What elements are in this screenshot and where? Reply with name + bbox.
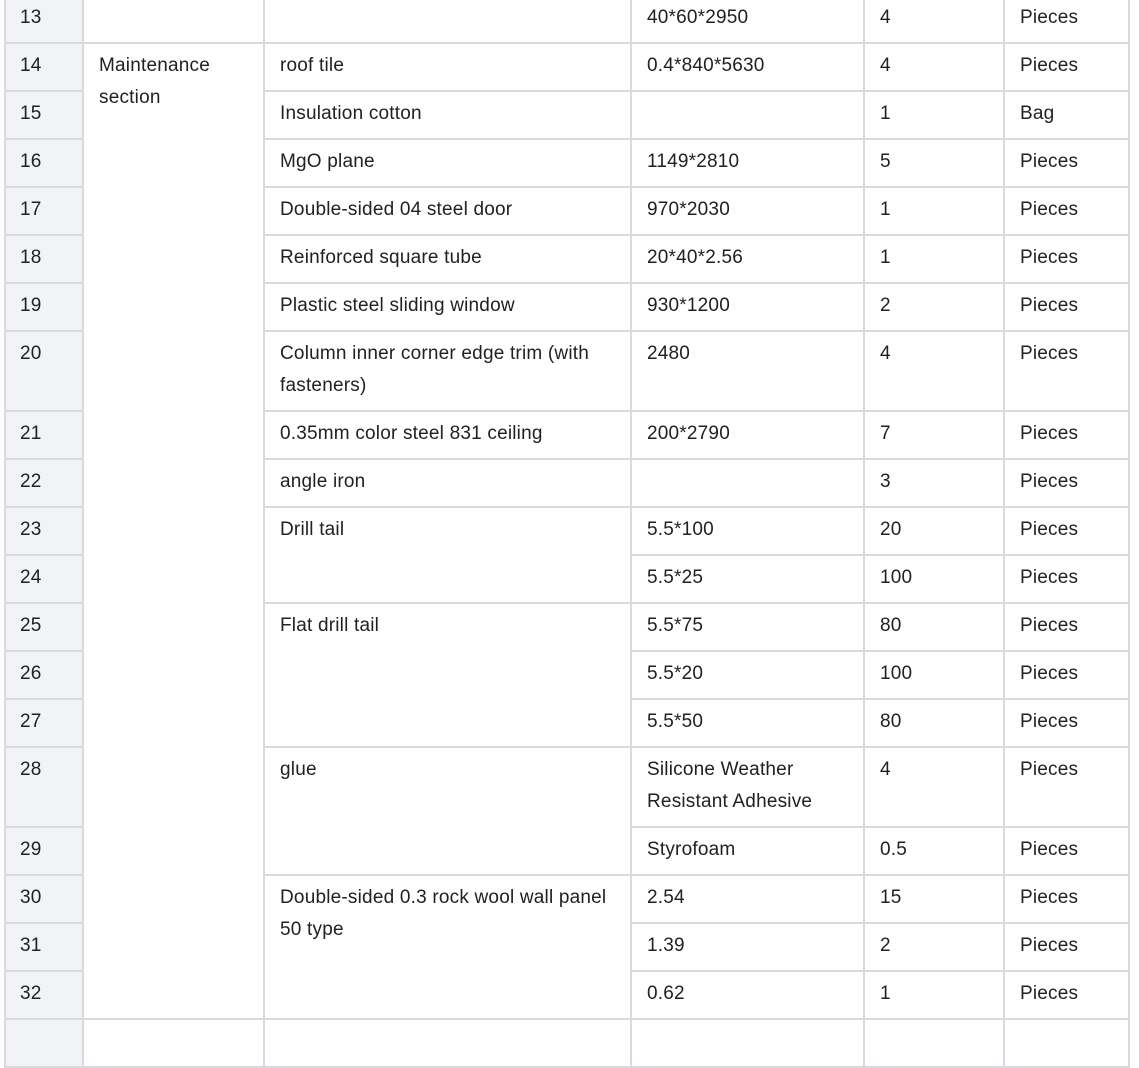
spec-cell: 20*40*2.56 <box>631 235 864 283</box>
row-number: 25 <box>5 603 83 651</box>
quantity-cell: 1 <box>864 235 1004 283</box>
item-name-cell: 0.35mm color steel 831 ceiling <box>264 411 631 459</box>
quantity-cell: 4 <box>864 747 1004 827</box>
row-number: 26 <box>5 651 83 699</box>
unit-cell: Pieces <box>1004 507 1129 555</box>
row-number: 19 <box>5 283 83 331</box>
unit-cell <box>1004 1019 1129 1067</box>
spec-cell: Silicone Weather Resistant Adhesive <box>631 747 864 827</box>
spec-cell: 1149*2810 <box>631 139 864 187</box>
spec-cell: 2.54 <box>631 875 864 923</box>
item-name-cell: angle iron <box>264 459 631 507</box>
spec-cell: 40*60*2950 <box>631 0 864 43</box>
unit-cell: Pieces <box>1004 139 1129 187</box>
quantity-cell: 5 <box>864 139 1004 187</box>
quantity-cell: 4 <box>864 331 1004 411</box>
materials-table <box>4 0 1130 1068</box>
row-number: 16 <box>5 139 83 187</box>
row-number: 20 <box>5 331 83 411</box>
unit-cell: Pieces <box>1004 603 1129 651</box>
row-number: 28 <box>5 747 83 827</box>
spec-cell: 2480 <box>631 331 864 411</box>
row-number: 23 <box>5 507 83 555</box>
spec-cell: 0.62 <box>631 971 864 1019</box>
quantity-cell: 15 <box>864 875 1004 923</box>
spec-cell: 5.5*25 <box>631 555 864 603</box>
quantity-cell: 0.5 <box>864 827 1004 875</box>
unit-cell: Pieces <box>1004 43 1129 91</box>
unit-cell: Bag <box>1004 91 1129 139</box>
row-number: 24 <box>5 555 83 603</box>
row-number: 13 <box>5 0 83 43</box>
row-number: 18 <box>5 235 83 283</box>
spec-cell: 200*2790 <box>631 411 864 459</box>
unit-cell: Pieces <box>1004 699 1129 747</box>
item-name-cell: Double-sided 0.3 rock wool wall panel 50 type <box>264 875 631 1019</box>
quantity-cell: 7 <box>864 411 1004 459</box>
spec-cell: 0.4*840*5630 <box>631 43 864 91</box>
unit-cell: Pieces <box>1004 411 1129 459</box>
table-row <box>5 43 1129 91</box>
unit-cell: Pieces <box>1004 331 1129 411</box>
item-name-cell: MgO plane <box>264 139 631 187</box>
unit-cell: Pieces <box>1004 971 1129 1019</box>
spec-cell: Styrofoam <box>631 827 864 875</box>
spec-cell: 5.5*100 <box>631 507 864 555</box>
item-name-cell <box>264 0 631 43</box>
table-row <box>5 1019 1129 1067</box>
quantity-cell: 100 <box>864 555 1004 603</box>
quantity-cell: 4 <box>864 0 1004 43</box>
quantity-cell: 2 <box>864 283 1004 331</box>
quantity-cell: 80 <box>864 603 1004 651</box>
table-row <box>5 0 1129 43</box>
quantity-cell: 80 <box>864 699 1004 747</box>
unit-cell: Pieces <box>1004 651 1129 699</box>
unit-cell: Pieces <box>1004 747 1129 827</box>
item-name-cell: glue <box>264 747 631 875</box>
quantity-cell: 1 <box>864 971 1004 1019</box>
spec-cell <box>631 459 864 507</box>
row-number: 32 <box>5 971 83 1019</box>
item-name-cell: Column inner corner edge trim (with fasteners) <box>264 331 631 411</box>
spec-cell <box>631 1019 864 1067</box>
row-number: 17 <box>5 187 83 235</box>
spec-cell: 1.39 <box>631 923 864 971</box>
quantity-cell: 3 <box>864 459 1004 507</box>
row-number: 15 <box>5 91 83 139</box>
quantity-cell <box>864 1019 1004 1067</box>
item-name-cell: roof tile <box>264 43 631 91</box>
unit-cell: Pieces <box>1004 187 1129 235</box>
item-name-cell: Flat drill tail <box>264 603 631 747</box>
row-number: 21 <box>5 411 83 459</box>
unit-cell: Pieces <box>1004 875 1129 923</box>
unit-cell: Pieces <box>1004 0 1129 43</box>
category-cell <box>83 1019 264 1067</box>
quantity-cell: 1 <box>864 187 1004 235</box>
quantity-cell: 4 <box>864 43 1004 91</box>
row-number: 30 <box>5 875 83 923</box>
item-name-cell: Reinforced square tube <box>264 235 631 283</box>
spec-cell: 930*1200 <box>631 283 864 331</box>
unit-cell: Pieces <box>1004 923 1129 971</box>
item-name-cell: Drill tail <box>264 507 631 603</box>
spec-cell: 5.5*75 <box>631 603 864 651</box>
spec-cell: 5.5*50 <box>631 699 864 747</box>
row-number: 31 <box>5 923 83 971</box>
category-cell <box>83 0 264 43</box>
quantity-cell: 100 <box>864 651 1004 699</box>
quantity-cell: 2 <box>864 923 1004 971</box>
unit-cell: Pieces <box>1004 235 1129 283</box>
item-name-cell: Plastic steel sliding window <box>264 283 631 331</box>
unit-cell: Pieces <box>1004 555 1129 603</box>
row-number: 27 <box>5 699 83 747</box>
spec-cell: 970*2030 <box>631 187 864 235</box>
category-cell: Maintenance section <box>83 43 264 1019</box>
unit-cell: Pieces <box>1004 459 1129 507</box>
item-name-cell <box>264 1019 631 1067</box>
item-name-cell: Double-sided 04 steel door <box>264 187 631 235</box>
row-number: 22 <box>5 459 83 507</box>
unit-cell: Pieces <box>1004 827 1129 875</box>
spec-cell: 5.5*20 <box>631 651 864 699</box>
row-number: 29 <box>5 827 83 875</box>
quantity-cell: 1 <box>864 91 1004 139</box>
row-number <box>5 1019 83 1067</box>
item-name-cell: Insulation cotton <box>264 91 631 139</box>
spec-cell <box>631 91 864 139</box>
quantity-cell: 20 <box>864 507 1004 555</box>
row-number: 14 <box>5 43 83 91</box>
unit-cell: Pieces <box>1004 283 1129 331</box>
